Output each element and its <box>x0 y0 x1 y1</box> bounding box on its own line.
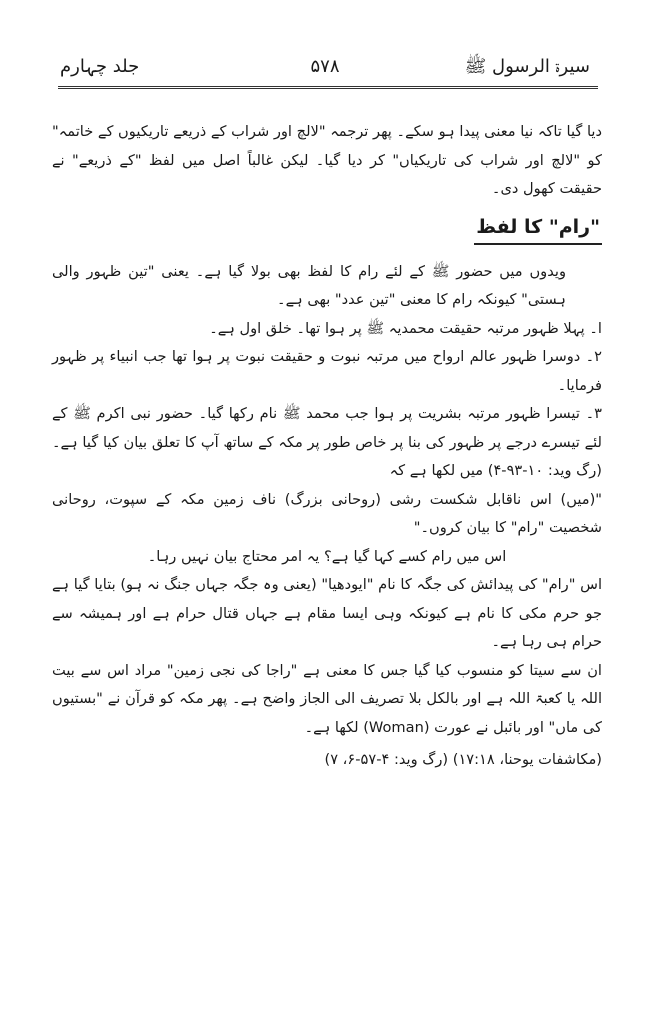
section-heading: "رام" کا لفظ <box>474 214 602 245</box>
book-title: سیرۃ الرسول ﷺ <box>464 56 590 77</box>
list-item: ا۔ پہلا ظہور مرتبہ حقیقت محمدیہ ﷺ پر ہوا تھا۔ خلق اول ہے۔ <box>209 319 602 337</box>
page-body <box>52 118 602 775</box>
intro-paragraph: دیا گیا تاکہ نیا معنی پیدا ہو سکے۔ پھر ترجمہ "لالچ اور شراب کے ذریعے تاریکیوں کے خاتمہ" کو "لالچ اور شراب کی تاریکیاں" کر دیا گیا۔ لیکن غالباً اصل میں لفظ "کے ذریعے" نے حقیقت کھول دی۔ <box>52 123 602 197</box>
section-paragraph: ان سے سیتا کو منسوب کیا گیا جس کا معنی ہے "راجا کی نجی زمین" مراد اس سے بیت اللہ یا کعبۃ اللہ ہے اور بالکل بلا تصریف الی الجاز واضح ہے۔ پھر مکہ کو قرآن نے "بستیوں کی ماں" اور بائبل نے عورت (Woman) لکھا ہے۔ <box>52 661 602 736</box>
footnote-reference: (مکاشفات یوحنا، ۱۷:۱۸) (رگ وید: ۴-۵۷-۶، ۷) <box>324 751 602 768</box>
section-paragraph: ویدوں میں حضور ﷺ کے لئے رام کا لفظ بھی بولا گیا ہے۔ یعنی "تین ظہور والی ہستی" کیونکہ رام کا معنی "تین عدد" بھی ہے۔ <box>52 262 566 308</box>
list-item: ۳۔ تیسرا ظہور مرتبہ بشریت پر ہوا جب محمد ﷺ نام رکھا گیا۔ حضور نبی اکرم ﷺ کے لئے تیسرے درجے پر ظہور کی بنا پر خاص طور پر مکہ کے ساتھ آپ کا تعلق بیان کیا گیا ہے۔ (رگ وید: ۱۰-۹۳-۴) میں لکھا ہے کہ <box>52 405 602 479</box>
page-number: ۵۷۸ <box>310 56 340 77</box>
list-item: ۲۔ دوسرا ظہور عالم ارواح میں مرتبہ نبوت و حقیقت نبوت پر ہوا تھا جب انبیاء پر ظہور فرمایا۔ <box>52 348 602 394</box>
section-paragraph: اس میں رام کسے کہا گیا ہے؟ یہ امر محتاج بیان نہیں رہا۔ <box>147 547 507 565</box>
page-header <box>60 48 590 88</box>
quote-paragraph: "(میں) اس ناقابل شکست رشی (روحانی بزرگ) ناف زمین مکہ کے سپوت، روحانی شخصیت "رام" کا بیان کروں۔" <box>52 490 602 536</box>
section-paragraph: اس "رام" کی پیدائش کی جگہ کا نام "ایودھیا" (یعنی وہ جگہ جہاں جنگ نہ ہو) بتایا گیا ہے جو حرم مکی کا نام ہے کیونکہ وہی ایسا مقام ہے جہاں قتال حرام ہے اور ہمیشہ سے حرام ہی رہا ہے۔ <box>52 576 602 650</box>
section-heading-wrap <box>52 210 602 254</box>
header-rule <box>58 86 598 89</box>
volume-label: جلد چہارم <box>60 56 140 77</box>
